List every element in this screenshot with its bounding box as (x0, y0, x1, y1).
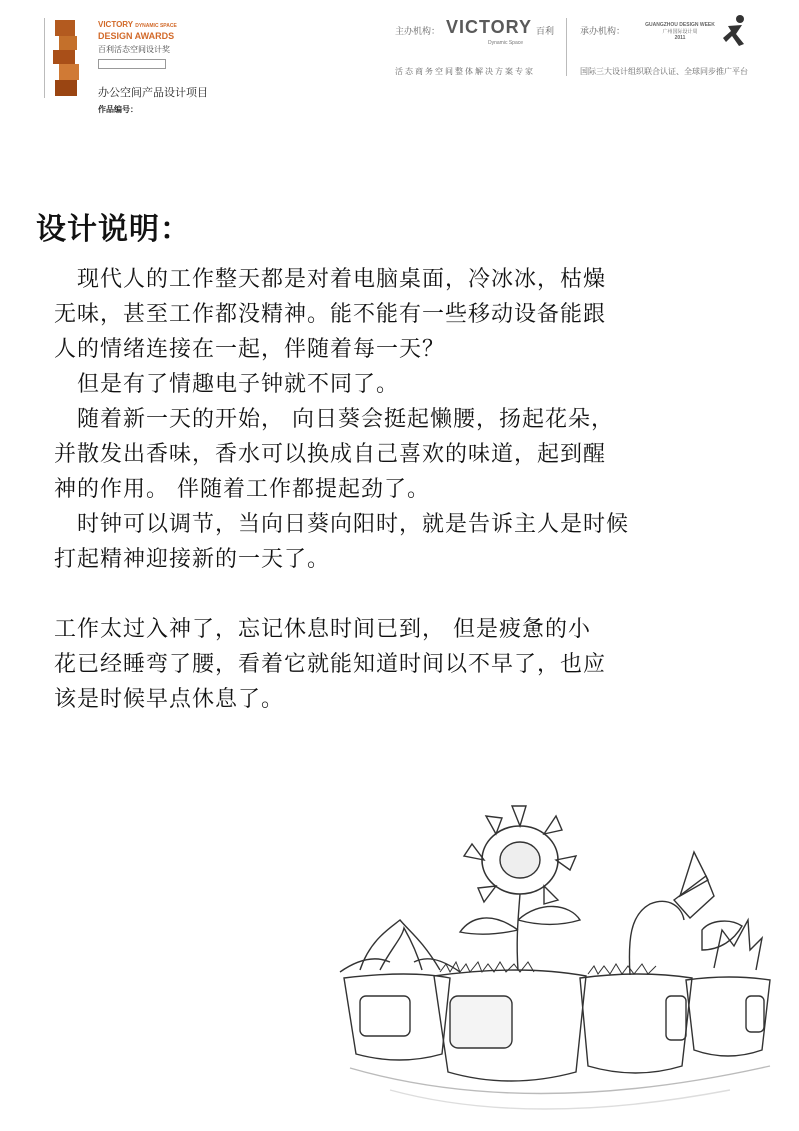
pot-icon (686, 977, 770, 1056)
body-line: 神的作用。 伴随着工作都提起劲了。 (54, 477, 430, 502)
body-line: 随着新一天的开始， 向日葵会挺起懒腰，扬起花朵， (54, 407, 614, 432)
award-trophy-logo (44, 18, 97, 98)
header-divider (566, 18, 567, 76)
pot-icon (434, 970, 586, 1081)
page-header (0, 0, 799, 130)
design-week-en: GUANGZHOU DESIGN WEEK (645, 22, 715, 28)
host-slogan: 活态商务空间整体解决方案专家 (395, 67, 535, 76)
host-brand: VICTORY (446, 17, 533, 37)
pot-icon (344, 974, 450, 1060)
design-description-title: 设计说明： (36, 212, 191, 247)
drooping-flower-icon (629, 852, 762, 975)
host-label: 主办机构： (395, 27, 441, 37)
runner-logo (720, 14, 750, 48)
organizer-label: 承办机构： (580, 27, 626, 37)
host-brand-sub: Dynamic Space (488, 40, 524, 46)
body-line: 人的情绪连接在一起，伴随着每一天？ (54, 337, 446, 362)
award-brand: VICTORY (98, 20, 133, 29)
body-line: 工作太过入神了，忘记休息时间已到， 但是疲惫的小 (54, 617, 591, 642)
body-line: 并散发出香味，香水可以换成自己喜欢的味道，起到醒 (54, 442, 607, 467)
award-logo-text (98, 20, 208, 69)
body-line: 该是时候早点休息了。 (54, 687, 285, 712)
paragraph-gap (54, 577, 794, 612)
award-brand-small: DYNAMIC SPACE (135, 23, 177, 29)
award-blank-box (98, 59, 166, 69)
host-brand-cn: 百利 (536, 27, 555, 37)
pot-icon (580, 974, 692, 1073)
work-number-label: 作品编号： (98, 105, 138, 114)
award-cn-name: 百利活态空间设计奖 (98, 45, 170, 54)
succulent-icon (340, 920, 460, 972)
body-line: 现代人的工作整天都是对着电脑桌面，冷冰冰，枯燥 (54, 267, 607, 292)
design-week-cn: 广州国际设计周 (662, 29, 698, 35)
design-description-body (54, 262, 794, 717)
body-line: 但是有了情趣电子钟就不同了。 (54, 372, 400, 397)
sunflower-icon (460, 806, 580, 970)
award-design-awards: DESIGN AWARDS (98, 31, 175, 41)
project-label: 办公空间产品设计项目 (98, 86, 208, 99)
body-line: 时钟可以调节，当向日葵向阳时，就是告诉主人是时候 (54, 512, 630, 537)
body-line: 花已经睡弯了腰，看着它就能知道时间以不早了，也应 (54, 652, 607, 677)
body-line: 无味，甚至工作都没精神。能不能有一些移动设备能跟 (54, 302, 607, 327)
design-week-year: 2011 (674, 35, 686, 41)
design-week-logo-text (640, 22, 720, 41)
organizer-slogan: 国际三大设计组织联合认证、全球同步推广平台 (580, 67, 748, 76)
sunflower-clock-pots-illustration (330, 800, 799, 1131)
body-line: 打起精神迎接新的一天了。 (54, 547, 331, 572)
